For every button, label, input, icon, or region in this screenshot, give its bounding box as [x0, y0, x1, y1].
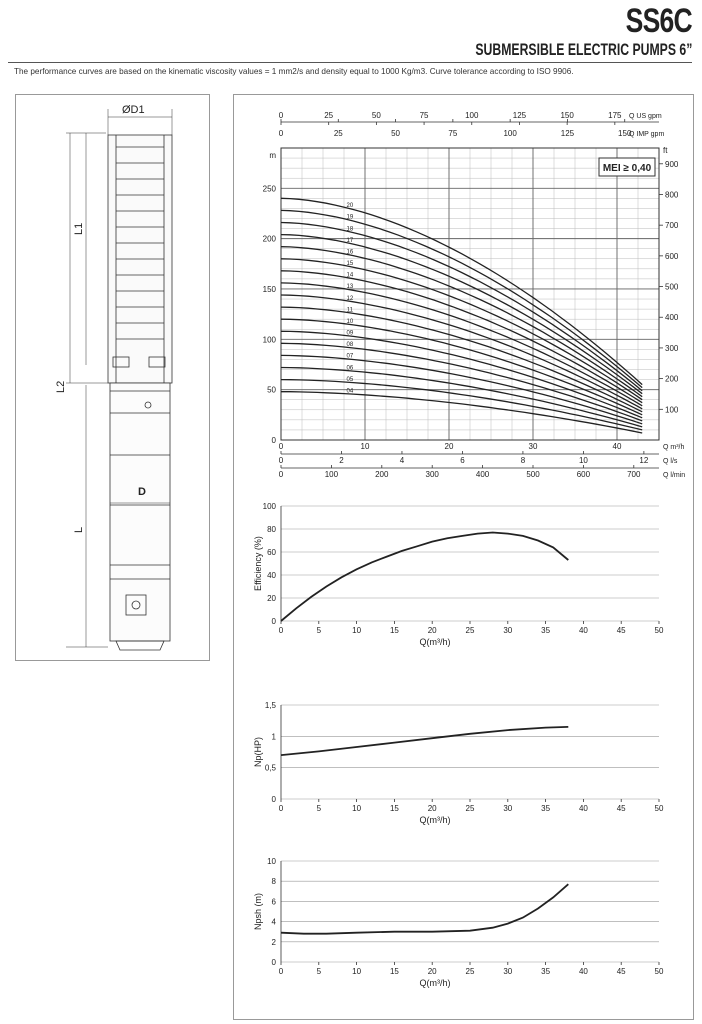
page-subtitle: SUBMERSIBLE ELECTRIC PUMPS 6”	[475, 40, 692, 59]
page-title: SS6C	[625, 2, 692, 40]
x-axis-label: Q(m³/h)	[419, 815, 451, 825]
length-l-label: L	[73, 526, 85, 533]
x-tick-label: 45	[616, 626, 626, 635]
x-ls-axis-label: Q l/s	[663, 458, 678, 465]
head-curve-label: 15	[346, 261, 354, 268]
x-lmin-tick-label: 600	[576, 470, 591, 479]
length-l1-label: L1	[73, 222, 85, 235]
y-tick-label: 250	[262, 184, 276, 194]
head-curve-label: 09	[346, 330, 354, 337]
x-impgpm-tick-label: 0	[278, 129, 284, 138]
x-tick-label: 5	[316, 967, 322, 976]
y-tick-label: 60	[267, 548, 276, 557]
x-tick-label: 15	[389, 967, 399, 976]
head-curve-label: 06	[346, 365, 354, 372]
x-ls-tick-label: 2	[339, 456, 344, 465]
x-lmin-tick-label: 0	[278, 470, 284, 479]
length-l2-label: L2	[55, 380, 67, 393]
x-lmin-tick-label: 500	[526, 470, 540, 479]
head-curve-label: 07	[346, 353, 354, 360]
x-tick-label: 30	[503, 967, 513, 976]
x-tick-label: 0	[278, 967, 284, 976]
y-tick-label: 200	[262, 234, 276, 244]
x-impgpm-tick-label: 75	[448, 129, 458, 138]
y-right-tick-label: 900	[665, 159, 679, 169]
head-curve-label: 04	[346, 388, 354, 395]
x-tick-label: 20	[427, 967, 437, 976]
x-lmin-tick-label: 200	[375, 470, 389, 479]
x-tick-label: 15	[389, 626, 399, 635]
y-right-tick-label: 200	[665, 374, 679, 384]
y-tick-label: 6	[271, 897, 276, 907]
x-tick-label: 50	[654, 626, 664, 635]
x-tick-label: 35	[541, 967, 551, 976]
x-tick-label: 30	[503, 626, 513, 635]
x-tick-label: 40	[578, 967, 588, 976]
y-tick-label: 100	[262, 502, 276, 511]
x-tick-label: 35	[541, 804, 551, 813]
y-right-axis-label: ft	[663, 146, 668, 155]
x-impgpm-tick-label: 125	[560, 129, 575, 138]
x-lmin-tick-label: 400	[475, 470, 490, 479]
y-tick-label: 40	[267, 571, 276, 580]
y-tick-label: 20	[267, 594, 276, 603]
x-axis-label: Q(m³/h)	[419, 637, 451, 647]
x-usgpm-axis-label: Q US gpm	[629, 113, 662, 120]
head-curve-label: 13	[346, 284, 354, 291]
x-tick-label: 25	[465, 626, 475, 635]
head-curve-label: 11	[346, 307, 353, 314]
y-right-tick-label: 300	[665, 343, 679, 353]
head-curve-14	[281, 271, 642, 403]
y-tick-label: 2	[271, 937, 276, 947]
x-ls-tick-label: 12	[639, 456, 649, 465]
y-tick-label: 1,5	[264, 701, 276, 710]
x-tick-label: 25	[465, 967, 475, 976]
power-chart	[253, 701, 664, 825]
x-m3h-tick-label: 40	[612, 442, 622, 451]
x-tick-label: 50	[654, 967, 664, 976]
x-tick-label: 0	[278, 804, 284, 813]
x-usgpm-tick-label: 175	[608, 111, 622, 120]
diameter-d-label: D	[138, 486, 146, 498]
head-curve-label: 19	[346, 214, 354, 221]
x-tick-label: 30	[503, 804, 513, 813]
x-impgpm-tick-label: 25	[333, 129, 343, 138]
y-right-tick-label: 400	[665, 313, 679, 323]
y-right-tick-label: 500	[665, 282, 679, 292]
x-usgpm-tick-label: 100	[465, 111, 479, 120]
x-usgpm-tick-label: 50	[371, 111, 381, 120]
y-tick-label: 1	[271, 732, 276, 742]
x-impgpm-tick-label: 100	[503, 129, 517, 138]
x-tick-label: 20	[427, 804, 437, 813]
y-tick-label: 150	[262, 284, 276, 294]
x-tick-label: 15	[389, 804, 399, 813]
y-right-tick-label: 700	[665, 221, 679, 231]
y-right-tick-label: 800	[665, 190, 679, 200]
x-m3h-axis-label: Q m³/h	[663, 444, 685, 451]
x-tick-label: 10	[352, 967, 362, 976]
x-m3h-tick-label: 30	[528, 442, 538, 451]
x-m3h-tick-label: 20	[444, 442, 454, 451]
x-tick-label: 10	[352, 804, 362, 813]
x-impgpm-axis-label: Q IMP gpm	[629, 131, 665, 138]
x-tick-label: 25	[465, 804, 475, 813]
series-line	[281, 727, 568, 755]
x-tick-label: 40	[578, 804, 588, 813]
y-axis-label: Efficiency (%)	[253, 536, 263, 591]
x-tick-label: 10	[352, 626, 362, 635]
x-usgpm-tick-label: 125	[512, 111, 527, 120]
series-line	[281, 533, 568, 622]
x-tick-label: 5	[316, 626, 322, 635]
x-usgpm-tick-label: 150	[560, 111, 574, 120]
head-curve-label: 20	[346, 203, 354, 210]
y-right-tick-label: 100	[665, 405, 679, 415]
y-tick-label: 50	[267, 385, 276, 395]
x-lmin-tick-label: 700	[627, 470, 641, 479]
y-tick-label: 0	[271, 617, 276, 626]
y-tick-label: 10	[267, 857, 276, 866]
x-tick-label: 45	[616, 967, 626, 976]
x-tick-label: 35	[541, 626, 551, 635]
y-tick-label: 80	[267, 525, 276, 534]
series-line	[281, 884, 568, 934]
head-curve-label: 17	[346, 237, 354, 244]
x-impgpm-tick-label: 150	[618, 129, 632, 138]
head-curve-label: 18	[346, 226, 354, 233]
mei-badge: MEI ≥ 0,40	[602, 163, 652, 174]
head-curve-label: 05	[346, 376, 354, 383]
head-curve-label: 14	[346, 272, 354, 279]
head-curve-label: 08	[346, 342, 354, 349]
head-curve-label: 10	[346, 318, 354, 325]
npsh-chart	[253, 857, 664, 988]
x-m3h-tick-label: 0	[278, 442, 284, 451]
head-curve-label: 16	[346, 249, 354, 256]
y-tick-label: 0	[271, 436, 276, 445]
x-impgpm-tick-label: 50	[391, 129, 401, 138]
x-ls-tick-label: 4	[399, 456, 405, 465]
head-curve-label: 12	[346, 295, 354, 302]
y-tick-label: 100	[262, 335, 276, 345]
x-ls-tick-label: 8	[520, 456, 526, 465]
x-axis-label: Q(m³/h)	[419, 978, 451, 988]
y-tick-label: 0	[271, 958, 276, 967]
x-tick-label: 0	[278, 626, 284, 635]
x-tick-label: 20	[427, 626, 437, 635]
x-tick-label: 40	[578, 626, 588, 635]
x-lmin-tick-label: 300	[425, 470, 439, 479]
performance-note: The performance curves are based on the kinematic viscosity values = 1 mm2/s and density equal to 1000 Kg/m3. Curve tolerance according to ISO 9906.	[14, 67, 574, 76]
head-curve-16	[281, 247, 642, 397]
x-m3h-tick-label: 10	[360, 442, 370, 451]
y-right-tick-label: 600	[665, 251, 679, 261]
x-usgpm-tick-label: 75	[419, 111, 429, 120]
x-lmin-axis-label: Q l/min	[663, 472, 686, 479]
y-tick-label: 0,5	[264, 763, 276, 773]
y-tick-label: 8	[271, 877, 276, 887]
x-tick-label: 50	[654, 804, 664, 813]
x-ls-tick-label: 10	[578, 456, 588, 465]
x-usgpm-tick-label: 0	[278, 111, 284, 120]
diameter-d1-label: ØD1	[122, 104, 145, 116]
x-lmin-tick-label: 100	[324, 470, 339, 479]
y-tick-label: 0	[271, 795, 276, 804]
x-ls-tick-label: 6	[460, 456, 465, 465]
x-ls-tick-label: 0	[278, 456, 284, 465]
head-chart	[263, 111, 686, 479]
y-tick-label: 4	[271, 917, 276, 927]
efficiency-chart	[253, 502, 664, 647]
x-tick-label: 45	[616, 804, 626, 813]
y-axis-label: m	[269, 151, 276, 160]
y-axis-label: Npsh (m)	[253, 892, 263, 931]
y-axis-label: Np(HP)	[253, 736, 263, 768]
x-usgpm-tick-label: 25	[324, 111, 334, 120]
x-tick-label: 5	[316, 804, 322, 813]
